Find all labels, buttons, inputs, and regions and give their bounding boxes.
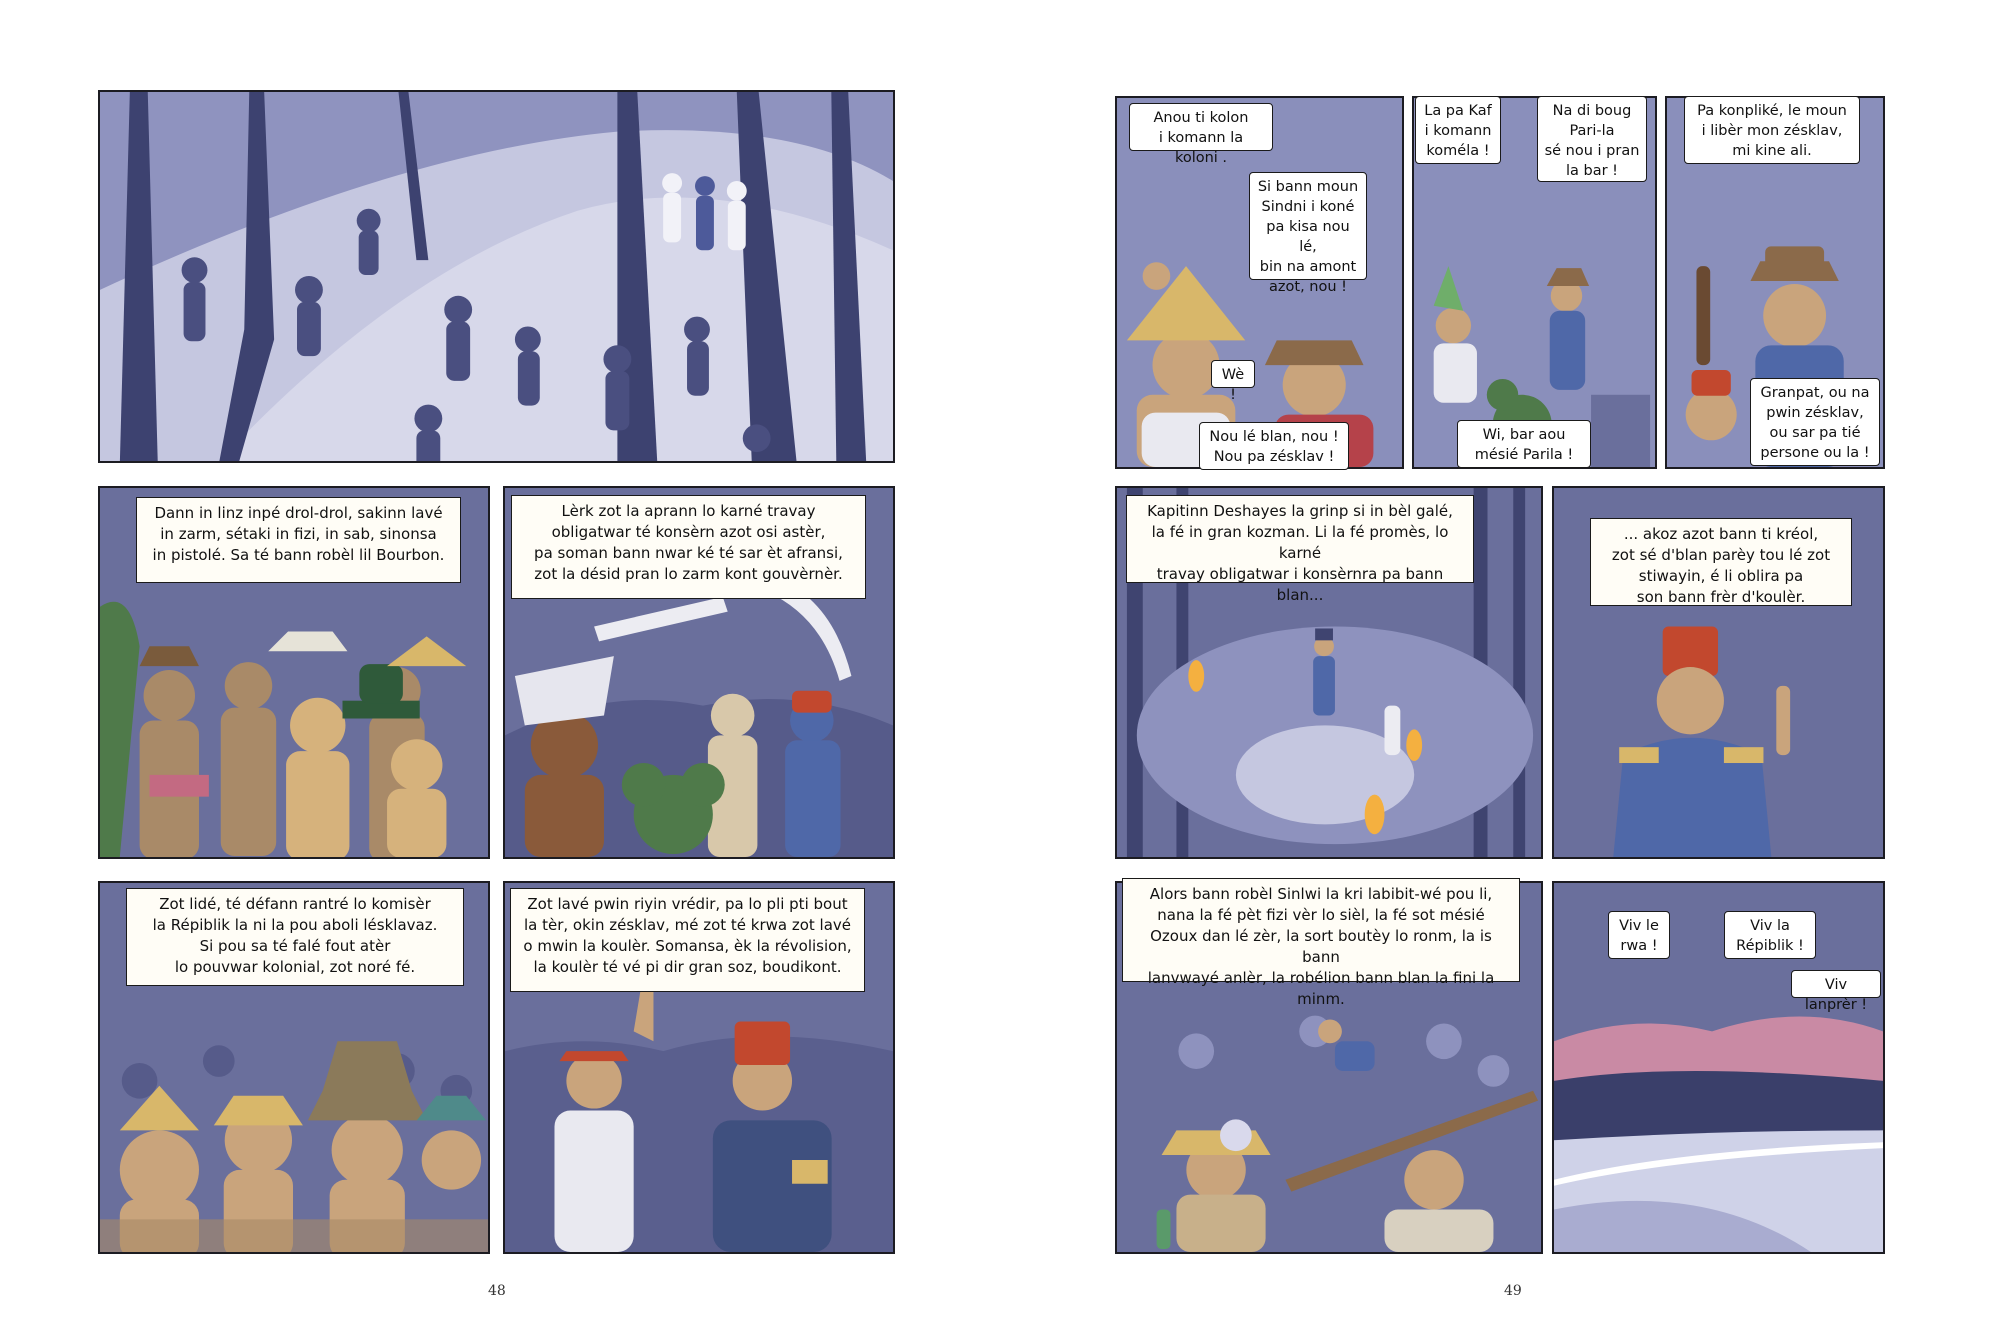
panel-sunset-bay (1552, 881, 1885, 1254)
speech-bubble-paris-bar: Na di boug Pari-la sé nou i pran la bar ! (1537, 96, 1647, 182)
caption-colour-privilege: Zot lavé pwin riyin vrédir, pa lo pli pti bout la tèr, okin zésklav, mé zot té krwa zot lavé o mwin la koulèr. Somansa, èk la révolision, la koulèr té vé pi dir gran soz, boudikont. (510, 888, 865, 992)
colonists-speak-illustration (1117, 98, 1402, 467)
forest-march-illustration (100, 92, 893, 461)
speech-bubble-granpat: Granpat, ou na pwin zésklav, ou sar pa tié persone ou la ! (1750, 378, 1880, 466)
speech-bubble-vive-empereur: Viv lanprèr ! (1791, 970, 1881, 998)
caption-rebellion-ends: Alors bann robèl Sinlwi la kri labibit-wé pou li, nana la fé pèt fizi vèr lo sièl, la fé sot mésié Ozoux dan lé zèr, la sort boutèy lo ronm, la is bann lanvwayé anlèr, la robélion bann blan la fini la minm. (1122, 878, 1520, 982)
speech-bubble-colonists: Anou ti kolon i komann la koloni . (1129, 103, 1273, 151)
page-number-right: 49 (1504, 1283, 1522, 1299)
speech-bubble-we-are-white: Nou lé blan, nou ! Nou pa zésklav ! (1199, 422, 1349, 470)
right-page (1000, 0, 2000, 1333)
speech-bubble-saint-denis: Si bann moun Sindni i koné pa kisa nou lé, bin na amont azot, nou ! (1249, 172, 1367, 280)
caption-rebels-armed: Dann in linz inpé drol-drol, sakinn lavé in zarm, sétaki in fizi, in sab, sinonsa in pistolé. Sa té bann robèl lil Bourbon. (136, 497, 461, 583)
panel-colonists-speak (1115, 96, 1404, 469)
speech-bubble-vive-republique: Viv la Répiblik ! (1724, 911, 1816, 959)
speech-bubble-bar-parila: Wi, bar aou mésié Parila ! (1457, 420, 1591, 468)
caption-creole-brothers: ... akoz azot bann ti kréol, zot sé d'blan parèy tou lé zot stiwayin, é li oblira pa son bann frèr d'koulèr. (1590, 518, 1852, 606)
caption-defend-commissioner: Zot lidé, té défann rantré lo komisèr la Répiblik la ni la pou aboli lésklavaz. Si pou sa té falé fout atèr lo pouvwar kolonial, zot noré fé. (126, 888, 464, 986)
speech-bubble-free-slave: Pa konpliké, le moun i libèr mon zésklav, mi kine ali. (1684, 96, 1860, 164)
caption-captain-deshayes: Kapitinn Deshayes la grinp si in bèl galé, la fé in gran kozman. Li la fé promès, lo karné travay obligatwar i konsèrnra pa bann blan... (1126, 495, 1474, 583)
speech-bubble-kaf: La pa Kaf i komann koméla ! (1415, 96, 1501, 164)
sunset-bay-illustration (1554, 883, 1883, 1252)
panel-forest-march (98, 90, 895, 463)
page-number-left: 48 (488, 1283, 506, 1299)
speech-bubble-vive-roi: Viv le rwa ! (1608, 911, 1670, 959)
speech-bubble-we: Wè ! (1211, 360, 1255, 388)
caption-work-card-decision: Lèrk zot la aprann lo karné travay obligatwar té konsèrn azot osi astèr, pa soman bann nwar ké té sar èt afransi, zot la désid pran lo zarm kont gouvèrnèr. (511, 495, 866, 599)
